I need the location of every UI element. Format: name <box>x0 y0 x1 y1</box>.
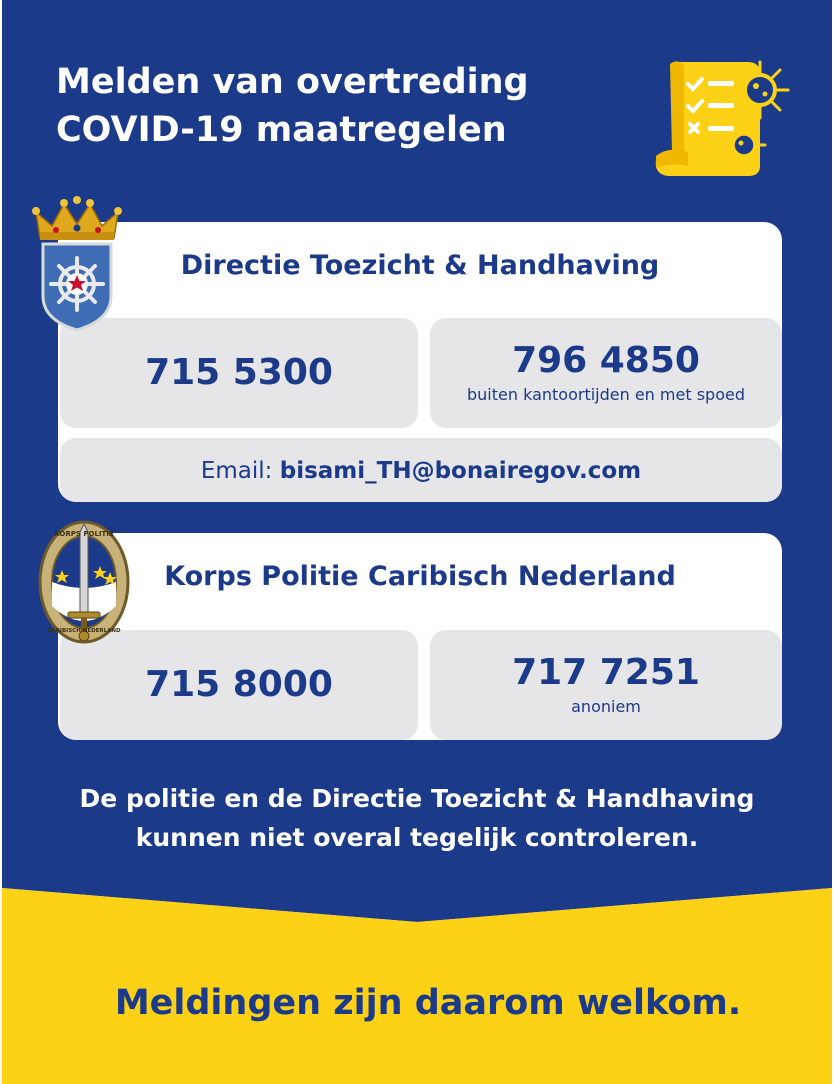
politie-anonymous-phone-number: 717 7251 <box>512 652 700 693</box>
badge-text-top: KORPS POLITIE <box>54 530 114 538</box>
welcome-message: Meldingen zijn daarom welkom. <box>114 983 742 1023</box>
toezicht-urgent-phone-note: buiten kantoortijden en met spoed <box>467 385 745 404</box>
toezicht-card <box>58 222 782 502</box>
email-address[interactable]: bisami_TH@bonairegov.com <box>279 458 642 484</box>
police-badge-sword-icon <box>36 516 132 648</box>
badge-text-bottom: CARIBISCH NEDERLAND <box>47 628 121 634</box>
email-label: Email: <box>200 458 273 484</box>
toezicht-phone-number: 715 5300 <box>145 352 333 393</box>
footer-line-1: De politie en de Directie Toezicht & Handhaving <box>79 784 755 813</box>
toezicht-card-title: Directie Toezicht & Handhaving <box>180 250 660 281</box>
toezicht-email-box[interactable] <box>60 438 782 502</box>
footer-message <box>0 779 834 857</box>
title-line-1: Melden van overtreding <box>56 62 529 102</box>
politie-card-title: Korps Politie Caribisch Nederland <box>164 561 676 592</box>
politie-anonymous-phone-box[interactable] <box>430 630 782 740</box>
footer-line-2: kunnen niet overal tegelijk controleren. <box>135 823 699 852</box>
politie-phone-number: 715 8000 <box>145 664 333 705</box>
crowned-shield-crest-icon <box>30 196 124 336</box>
politie-card <box>58 533 782 740</box>
politie-anonymous-note: anoniem <box>571 697 641 716</box>
toezicht-urgent-phone-number: 796 4850 <box>512 340 700 381</box>
toezicht-urgent-phone-box[interactable] <box>430 318 782 428</box>
title-line-2: COVID-19 maatregelen <box>56 110 507 150</box>
checklist-scroll-virus-icon <box>648 56 796 180</box>
page-title <box>56 58 616 154</box>
